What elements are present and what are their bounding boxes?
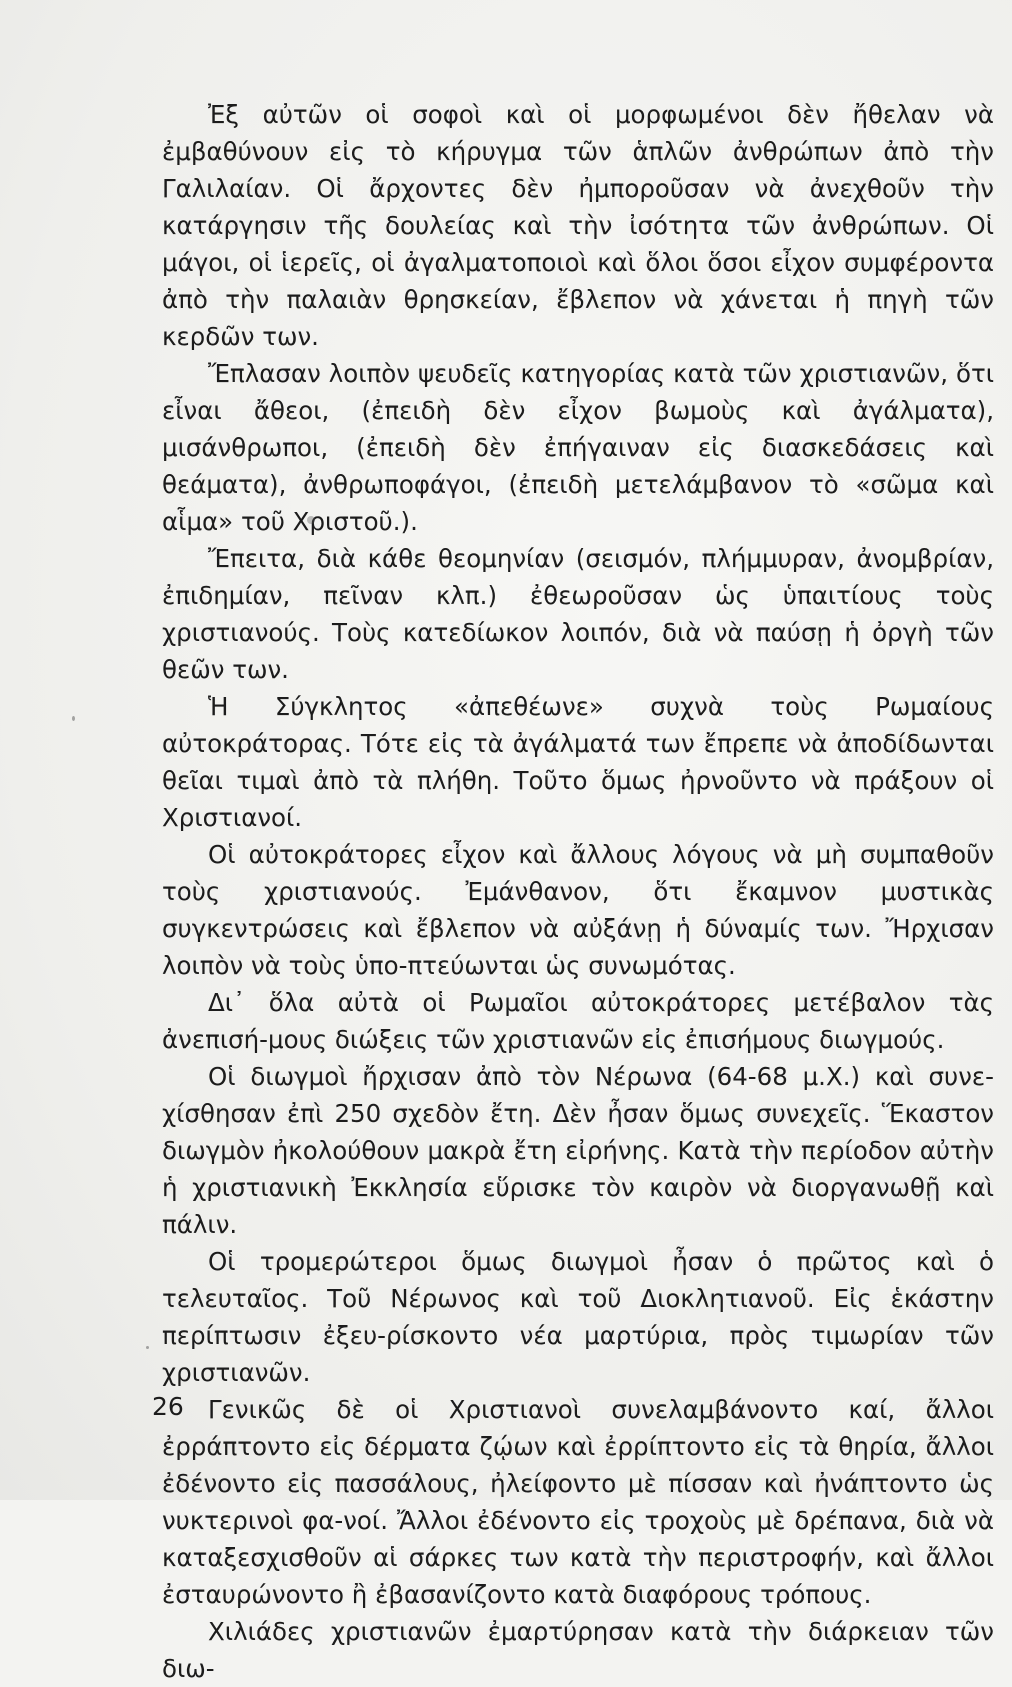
paragraph-9: Γενικῶς δὲ οἱ Χριστιανοὶ συνελαμβάνοντο καί, ἄλλοι ἐρράπτοντο εἰς δέρματα ζῴων καὶ ἐρρίπτοντο εἰς τὰ θηρία, ἄλλοι ἐδένοντο εἰς πασσάλους, ἠλείφοντο μὲ πίσσαν καὶ ἠνάπτοντο ὡς νυκτερινοὶ φα-νοί. Ἄλλοι ἐδένοντο εἰς τροχοὺς μὲ δρέπανα, διὰ νὰ καταξεσχισθοῦν αἱ σάρκες των κατὰ τὴν περιστροφήν, καὶ ἄλλοι ἐσταυρώνοντο ἢ ἐβασανίζοντο κατὰ διαφόρους τρόπους. [162, 1395, 994, 1609]
body-text [162, 96, 994, 1687]
paragraph-2: Ἔπλασαν λοιπὸν ψευδεῖς κατηγορίας κατὰ τῶν χριστιανῶν, ὅτι εἶναι ἄθεοι, (ἐπειδὴ δὲν εἶχον βωμοὺς καὶ ἀγάλματα), μισάνθρωποι, (ἐπειδὴ δὲν ἐπήγαιναν εἰς διασκεδάσεις καὶ θεάματα), ἀνθρωποφάγοι, (ἐπειδὴ μετελάμβανον τὸ «σῶμα καὶ αἷμα» τοῦ Χριστοῦ.). [162, 359, 994, 536]
margin-speck [146, 1346, 149, 1349]
paragraph-1: Ἐξ αὐτῶν οἱ σοφοὶ καὶ οἱ μορφωμένοι δὲν ἤθελαν νὰ ἐμβαθύνουν εἰς τὸ κήρυγμα τῶν ἁπλῶν ἀνθρώπων ἀπὸ τὴν Γαλιλαίαν. Οἱ ἄρχοντες δὲν ἠμποροῦσαν νὰ ἀνεχθοῦν τὴν κατάργησιν τῆς δουλείας καὶ τὴν ἰσότητα τῶν ἀνθρώπων. Οἱ μάγοι, οἱ ἱερεῖς, οἱ ἀγαλματοποιοὶ καὶ ὅλοι ὅσοι εἶχον συμφέροντα ἀπὸ τὴν παλαιὰν θρησκείαν, ἔβλεπον νὰ χάνεται ἡ πηγὴ τῶν κερδῶν των. [162, 100, 994, 351]
paragraph-8: Οἱ τρομερώτεροι ὅμως διωγμοὶ ἦσαν ὁ πρῶτος καὶ ὁ τελευταῖος. Τοῦ Νέρωνος καὶ τοῦ Διοκλητιανοῦ. Εἰς ἑκάστην περίπτωσιν ἐξευ-ρίσκοντο νέα μαρτύρια, πρὸς τιμωρίαν τῶν χριστιανῶν. [162, 1247, 994, 1387]
paragraph-6: Δι᾿ ὅλα αὐτὰ οἱ Ρωμαῖοι αὐτοκράτορες μετέβαλον τὰς ἀνεπισή-μους διώξεις τῶν χριστιανῶν εἰς ἐπισήμους διωγμούς. [162, 988, 994, 1054]
paragraph-10: Χιλιάδες χριστιανῶν ἐμαρτύρησαν κατὰ τὴν διάρκειαν τῶν διω- [162, 1617, 994, 1683]
ink-speck [307, 516, 315, 524]
paragraph-7: Οἱ διωγμοὶ ἤρχισαν ἀπὸ τὸν Νέρωνα (64-68 μ.Χ.) καὶ συνε-χίσθησαν ἐπὶ 250 σχεδὸν ἔτη. Δὲν ἦσαν ὅμως συνεχεῖς. Ἕκαστον διωγμὸν ἠκολούθουν μακρὰ ἔτη εἰρήνης. Κατὰ τὴν περίοδον αὐτὴν ἡ χριστιανικὴ Ἐκκλησία εὕρισκε τὸν καιρὸν νὰ διοργανωθῇ καὶ πάλιν. [162, 1062, 994, 1239]
paragraph-5: Οἱ αὐτοκράτορες εἶχον καὶ ἄλλους λόγους νὰ μὴ συμπαθοῦν τοὺς χριστιανούς. Ἐμάνθανον, ὅτι ἔκαμνον μυστικὰς συγκεντρώσεις καὶ ἔβλεπον νὰ αὐξάνῃ ἡ δύναμίς των. Ἤρχισαν λοιπὸν νὰ τοὺς ὑπο-πτεύωνται ὡς συνωμότας. [162, 840, 994, 980]
page-number: 26 [152, 1392, 184, 1421]
margin-speck [72, 716, 75, 721]
paragraph-3: Ἔπειτα, διὰ κάθε θεομηνίαν (σεισμόν, πλήμμυραν, ἀνομβρίαν, ἐπιδημίαν, πεῖναν κλπ.) ἐθεωροῦσαν ὡς ὑπαιτίους τοὺς χριστιανούς. Τοὺς κατεδίωκον λοιπόν, διὰ νὰ παύσῃ ἡ ὀργὴ τῶν θεῶν των. [162, 544, 994, 684]
paragraph-4: Ἡ Σύγκλητος «ἀπεθέωνε» συχνὰ τοὺς Ρωμαίους αὐτοκράτορας. Τότε εἰς τὰ ἀγάλματά των ἔπρεπε νὰ ἀποδίδωνται θεῖαι τιμαὶ ἀπὸ τὰ πλήθη. Τοῦτο ὅμως ἠρνοῦντο νὰ πράξουν οἱ Χριστιανοί. [162, 692, 994, 832]
